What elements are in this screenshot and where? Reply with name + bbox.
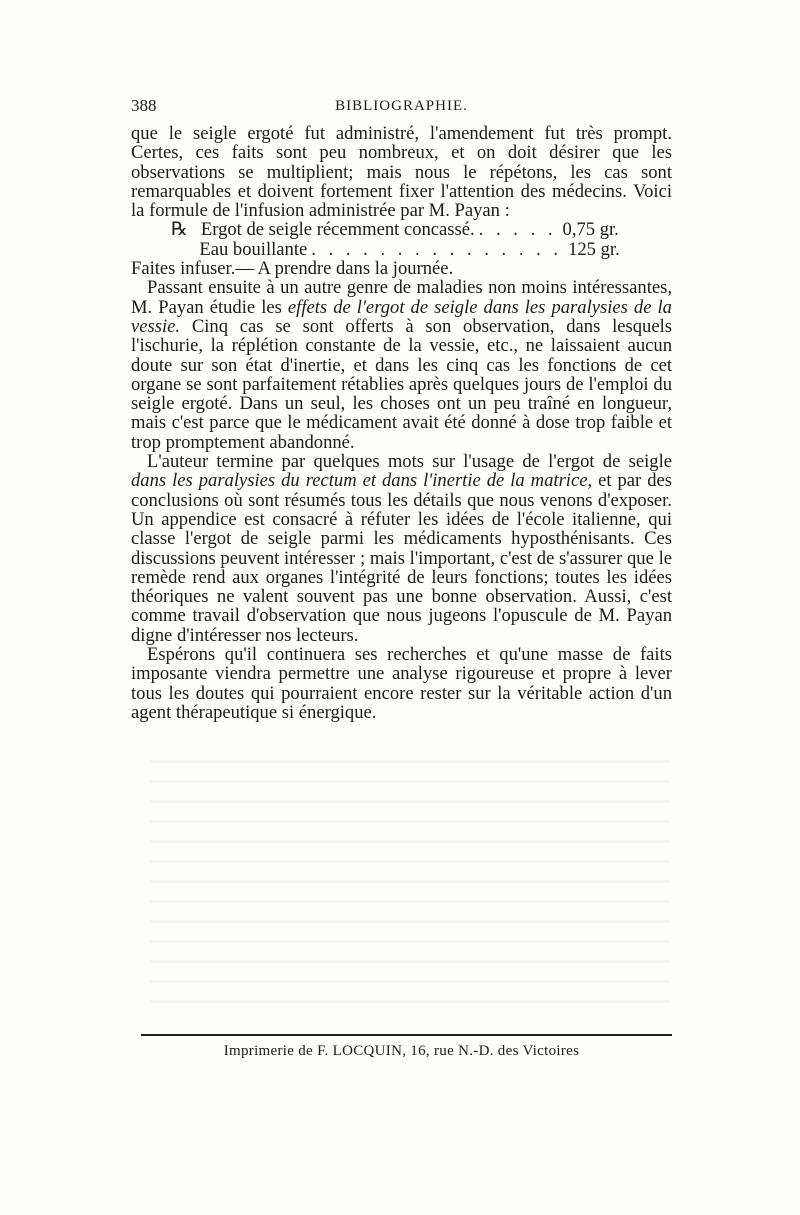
recipe-symbol: ℞ [171,219,188,241]
printer-imprint: Imprimerie de F. LOCQUIN, 16, rue N.-D. des Victoires [223,1043,580,1059]
instruction-line: Faites infuser.— A prendre dans la journée. [131,258,454,280]
footer-rule [141,1034,672,1036]
formula-leader-dots: . . . . . . . . . . . . . . . [311,239,563,260]
page-header [131,96,672,118]
formula-quantity: 125 gr. [568,238,620,260]
formula [131,220,672,259]
page-number: 388 [131,96,157,115]
body-text [131,124,672,722]
page [131,96,672,722]
formula-ingredient: Ergot de seigle récemment concassé. [200,219,475,241]
paragraph-3: L'auteur termine par quelques mots sur l'usage de l'ergot de seigle dans les paralysies du rectum et dans l'inertie de la matrice, et par des conclusions où sont résumés tous les détails que nous venons d'exposer. Un appendice est consacré à réfuter les idées de l'école italienne, qui classe l'ergot de seigle parmi les médicaments hyposthénisants. Ces discussions peuvent intéresser ; mais l'important, c'est de s'assurer que le remède rend aux organes l'intégrité de leurs fonctions; toutes les idées théoriques ne valent souvent pas une bonne observation. Aussi, c'est comme travail d'observation que nous jugeons l'opuscule de M. Payan digne d'intéresser nos lecteurs. [131,451,672,646]
formula-quantity: 0,75 gr. [562,219,619,241]
bleed-through-texture [150,760,670,1020]
page-footer [131,1034,672,1060]
paragraph-4: Espérons qu'il continuera ses recherches et qu'une masse de faits imposante viendra permettre une analyse rigoureuse et propre à lever tous les doutes qui pourraient encore rester sur la véritable action d'un agent thérapeutique si énergique. [131,644,672,723]
paragraph-1: que le seigle ergoté fut administré, l'amendement fut très prompt. Certes, ces faits sont peu nombreux, et on doit désirer que les observations se multiplient; mais nous le répétons, les cas sont remarquables et doivent fortement fixer l'attention des médecins. Voici la formule de l'infusion administrée par M. Payan : [131,123,672,222]
formula-leader-dots: . . . . . [478,220,557,240]
running-head: BIBLIOGRAPHIE. [335,98,468,114]
formula-row [131,240,672,259]
paragraph-2: Passant ensuite à un autre genre de maladies non moins intéressantes, M. Payan étudie les effets de l'ergot de seigle dans les paralysies de la vessie. Cinq cas se sont offerts à son observation, dans lesquels l'ischurie, la réplétion constante de la vessie, etc., ne laissaient aucun doute sur son état d'inertie, et dans les cinq cas les fonctions de cet organe se sont parfaitement rétablies après quelques jours de l'emploi du seigle ergoté. Dans un seul, les choses ont un peu traîné en longueur, mais c'est parce que le médicament avait été donné à dose trop faible et trop promptement abandonné. [131,277,672,453]
formula-ingredient: Eau bouillante [199,238,308,260]
formula-row [131,220,672,239]
